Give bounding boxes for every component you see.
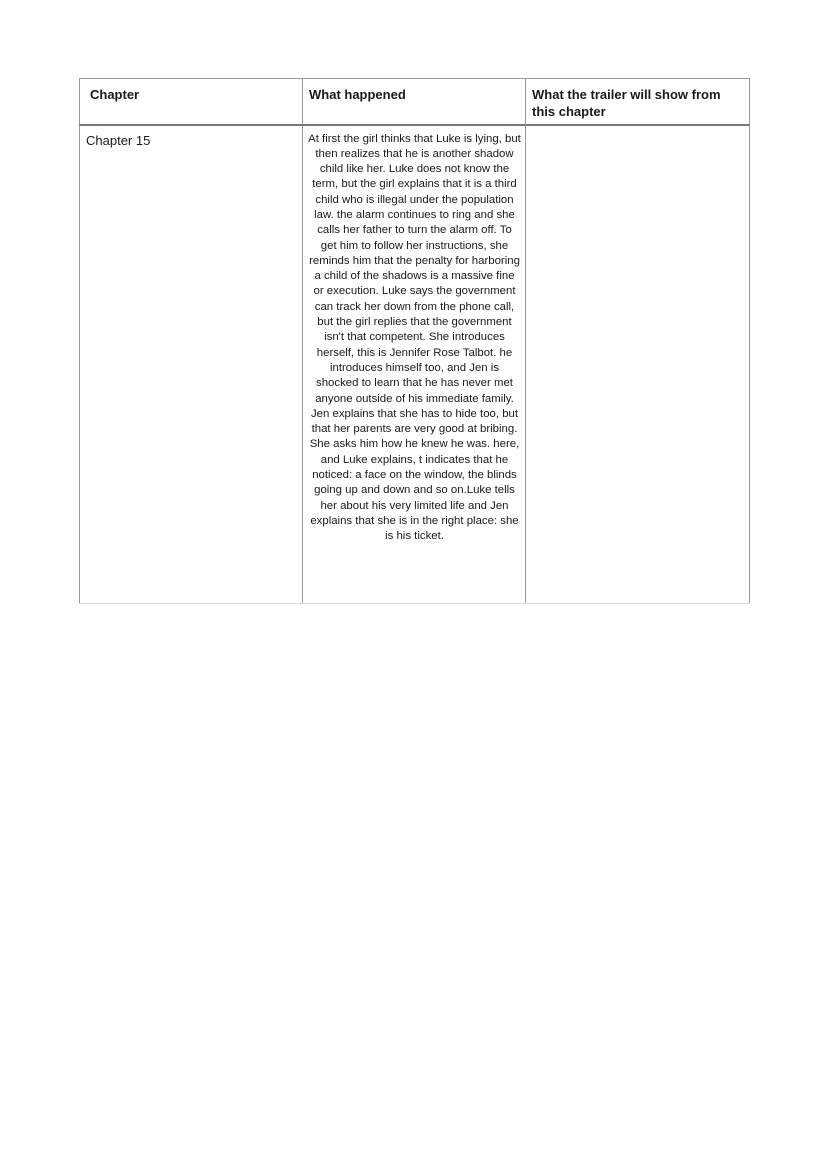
- cell-what-happened: [303, 125, 526, 604]
- header-trailer: What the trailer will show from this chapter: [526, 79, 750, 125]
- header-chapter: Chapter: [80, 79, 303, 125]
- table-header-row: [80, 79, 750, 125]
- chapter-table: [79, 78, 750, 604]
- what-happened-text: At first the girl thinks that Luke is lying, but then realizes that he is another shadow child like her. Luke does not know the term, but the girl explains that it is a third child who is illegal under the population law. the alarm continues to ring and she calls her father to turn the alarm off. To get him to follow her instructions, she reminds him that the penalty for harboring a child of the shadows is a massive fine or execution. Luke says the government can track her down from the phone call, but the girl replies that the government isn't that competent. She introduces herself, this is Jennifer Rose Talbot. he introduces himself too, and Jen is shocked to learn that he has never met anyone outside of his immediate family. Jen explains that she has to hide too, but that her parents are very good at bribing. She asks him how he knew he was. here, and Luke explains, t indicates that he noticed: a face on the window, the blinds going up and down and so on.Luke tells her about his very limited life and Jen explains that she is in the right place: she is his ticket.: [308, 132, 521, 543]
- cell-trailer: [526, 125, 750, 604]
- cell-chapter: Chapter 15: [80, 125, 303, 604]
- header-what-happened: What happened: [303, 79, 526, 125]
- table-row: [80, 125, 750, 604]
